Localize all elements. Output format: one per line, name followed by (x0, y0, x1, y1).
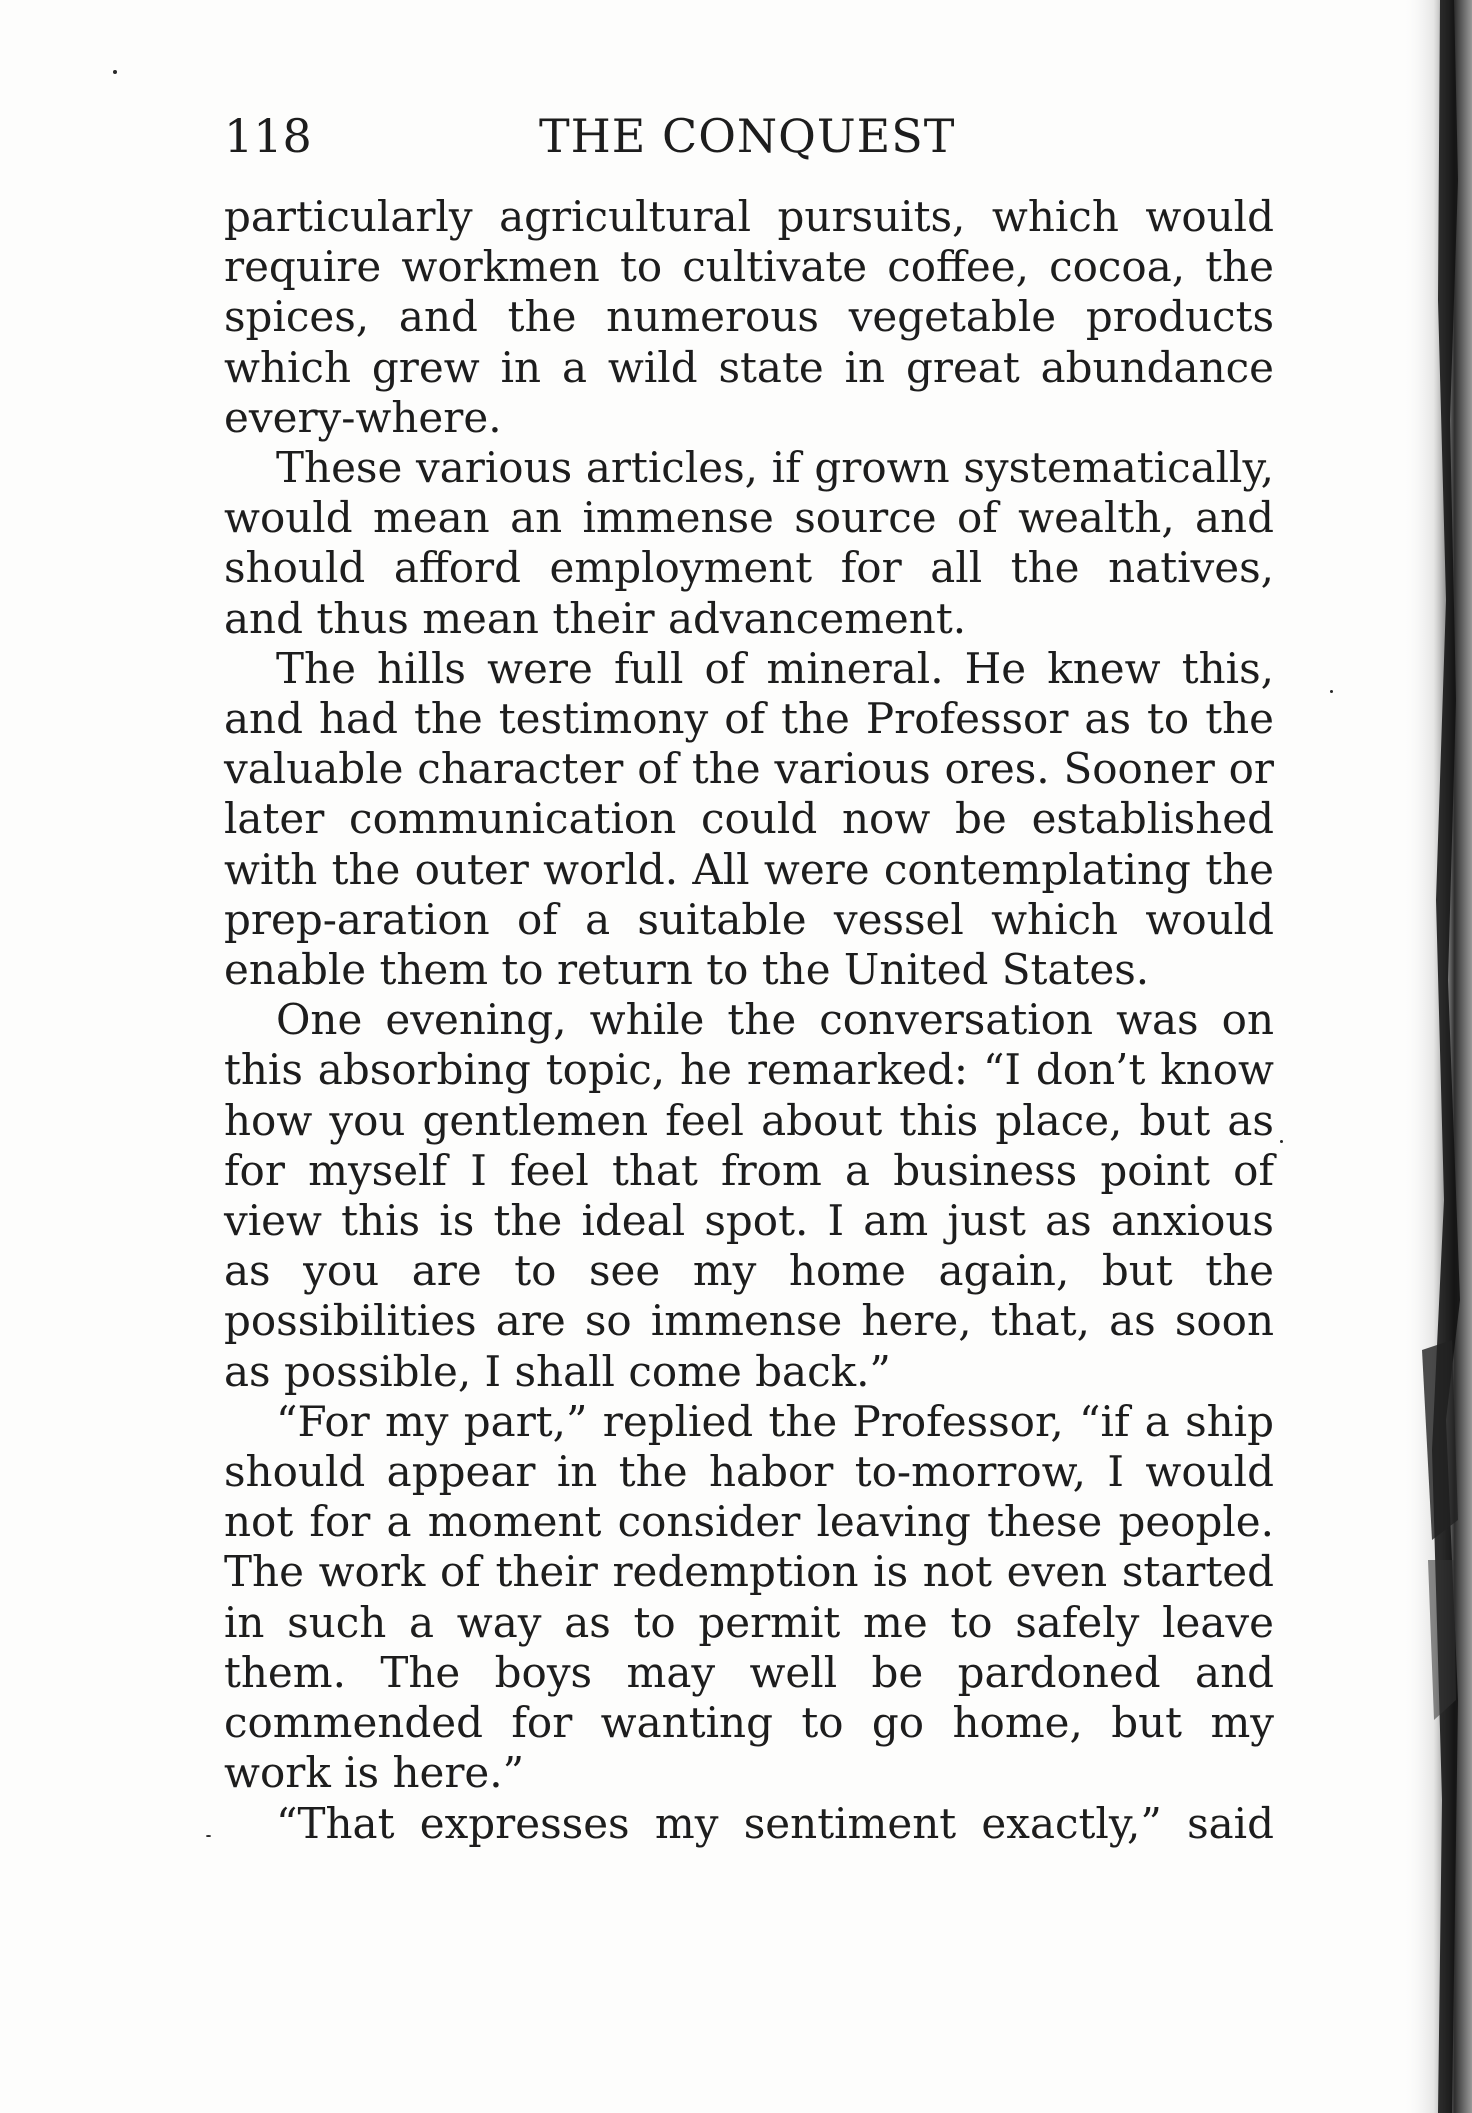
paper-speck (1330, 690, 1333, 693)
page-number: 118 (224, 109, 312, 163)
paper-speck (206, 1835, 211, 1837)
page-header (224, 106, 1254, 166)
paragraph: One evening, while the conversation was on this absorbing topic, he remarked: “I don’t know how you gentlemen feel about this place, but as for myself I feel that from a business point of view this is the ideal spot. I am just as anxious as you are to see my home again, but the possibilities are so immense here, that, as soon as possible, I shall come back.” (224, 995, 1274, 1396)
binding-shadow-edge (1362, 0, 1472, 2113)
paragraph: These various articles, if grown systematically, would mean an immense source of wealth, and should afford employment for all the natives, and thus mean their advancement. (224, 443, 1274, 643)
paragraph: The hills were full of mineral. He knew this, and had the testimony of the Professor as to the valuable character of the various ores. Sooner or later communication could now be established with the outer world. All were contemplating the prep-aration of a suitable vessel which would enable them to return to the United States. (224, 643, 1274, 995)
body-text (224, 192, 1274, 1849)
paper-speck (113, 70, 117, 74)
paragraph-continues: “That expresses my sentiment exactly,” said (276, 1798, 1274, 1848)
running-title: THE CONQUEST (539, 109, 956, 163)
paragraph: “For my part,” replied the Professor, “if a ship should appear in the habor to-morrow, I would not for a moment consider leaving these people. The work of their redemption is not even started in such a way as to permit me to safely leave them. The boys may well be pardoned and commended for wanting to go home, but my work is here.” (224, 1396, 1274, 1798)
paragraph-continued: particularly agricultural pursuits, which would require workmen to cultivate coffee, cocoa, the spices, and the numerous vegetable products which grew in a wild state in great abundance every-where. (224, 192, 1274, 442)
paper-speck (1280, 1140, 1283, 1143)
